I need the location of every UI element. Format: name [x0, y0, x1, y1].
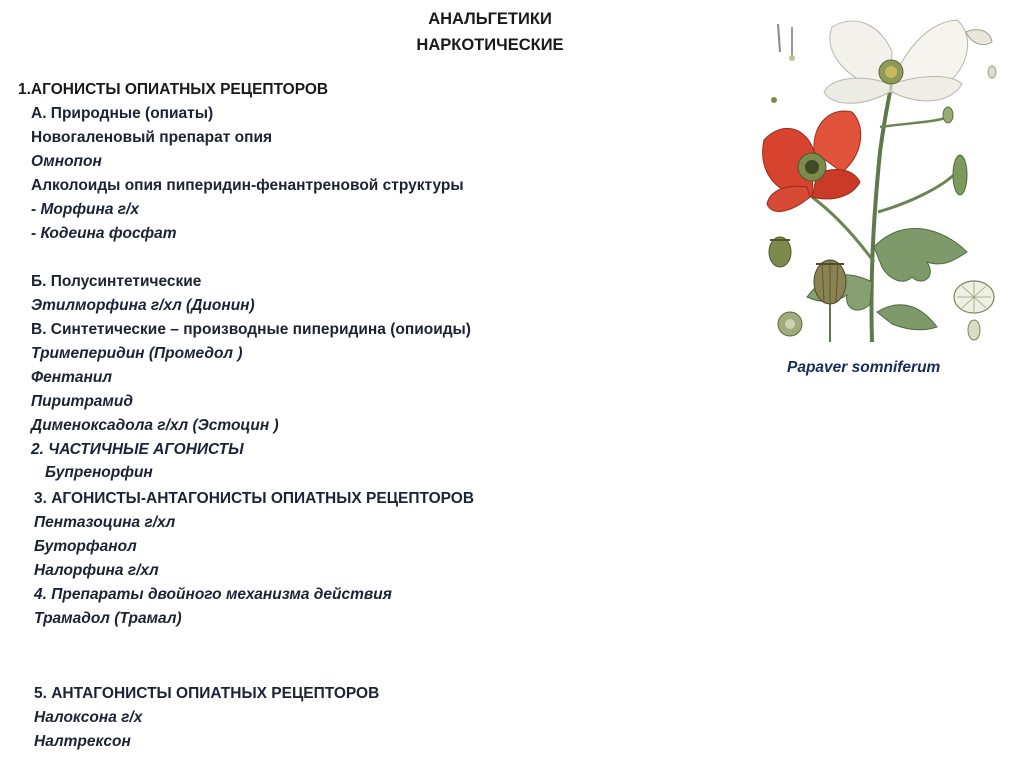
subsection-v: В. Синтетические – производные пиперидина (опиоиды) — [31, 321, 471, 338]
list-item: - Морфина г/х — [31, 201, 139, 218]
list-item: Бупренорфин — [45, 464, 153, 481]
section-5-heading: 5. АНТАГОНИСТЫ ОПИАТНЫХ РЕЦЕПТОРОВ — [34, 685, 380, 702]
small-capsule — [943, 107, 953, 123]
seed-capsules — [769, 237, 846, 342]
list-item: Налтрексон — [34, 733, 131, 750]
title-line-2: НАРКОТИЧЕСКИЕ — [416, 36, 564, 54]
title-line-1: АНАЛЬГЕТИКИ — [428, 10, 552, 28]
leaf-bottom — [877, 305, 937, 330]
side-stem — [880, 117, 947, 127]
poppy-bud — [953, 155, 967, 195]
white-poppy-flower — [824, 20, 968, 103]
list-item: Алколоиды опия пиперидин-фенантреновой структуры — [31, 177, 464, 194]
red-flower-stem — [812, 197, 874, 262]
bud-stem — [878, 172, 957, 212]
list-item: Дименоксадола г/хл (Эстоцин ) — [31, 417, 279, 434]
section-1-heading: 1.АГОНИСТЫ ОПИАТНЫХ РЕЦЕПТОРОВ — [18, 81, 329, 98]
list-item: Налоксона г/х — [34, 709, 143, 726]
capsule-cross-section — [954, 281, 994, 340]
list-item: Омнопон — [31, 153, 102, 170]
main-stem — [871, 92, 890, 342]
poppy-illustration — [752, 12, 1002, 344]
page-title — [300, 6, 680, 58]
list-item: Буторфанол — [34, 538, 137, 555]
leaf-right — [874, 228, 967, 281]
list-item: Этилморфина г/хл (Дионин) — [31, 297, 255, 314]
list-item: Пиритрамид — [31, 393, 133, 410]
list-item: Пентазоцина г/хл — [34, 514, 176, 531]
list-item: Трамадол (Трамал) — [34, 610, 182, 627]
list-item: - Кодеина фосфат — [31, 225, 177, 242]
subsection-b: Б. Полусинтетические — [31, 273, 202, 290]
figure-caption: Papaver somniferum — [787, 359, 941, 376]
list-item: Фентанил — [31, 369, 112, 386]
section-2-heading: 2. ЧАСТИЧНЫЕ АГОНИСТЫ — [31, 441, 244, 458]
section-3-heading: 3. АГОНИСТЫ-АНТАГОНИСТЫ ОПИАТНЫХ РЕЦЕПТОРОВ — [34, 490, 475, 507]
list-item: Новогаленовый препарат опия — [31, 129, 273, 146]
subsection-a: А. Природные (опиаты) — [31, 105, 214, 122]
list-item: Налорфина г/хл — [34, 562, 159, 579]
section-4-heading: 4. Препараты двойного механизма действия — [34, 586, 392, 603]
list-item: Тримеперидин (Промедол ) — [31, 345, 243, 362]
red-poppy-flower — [763, 111, 861, 211]
